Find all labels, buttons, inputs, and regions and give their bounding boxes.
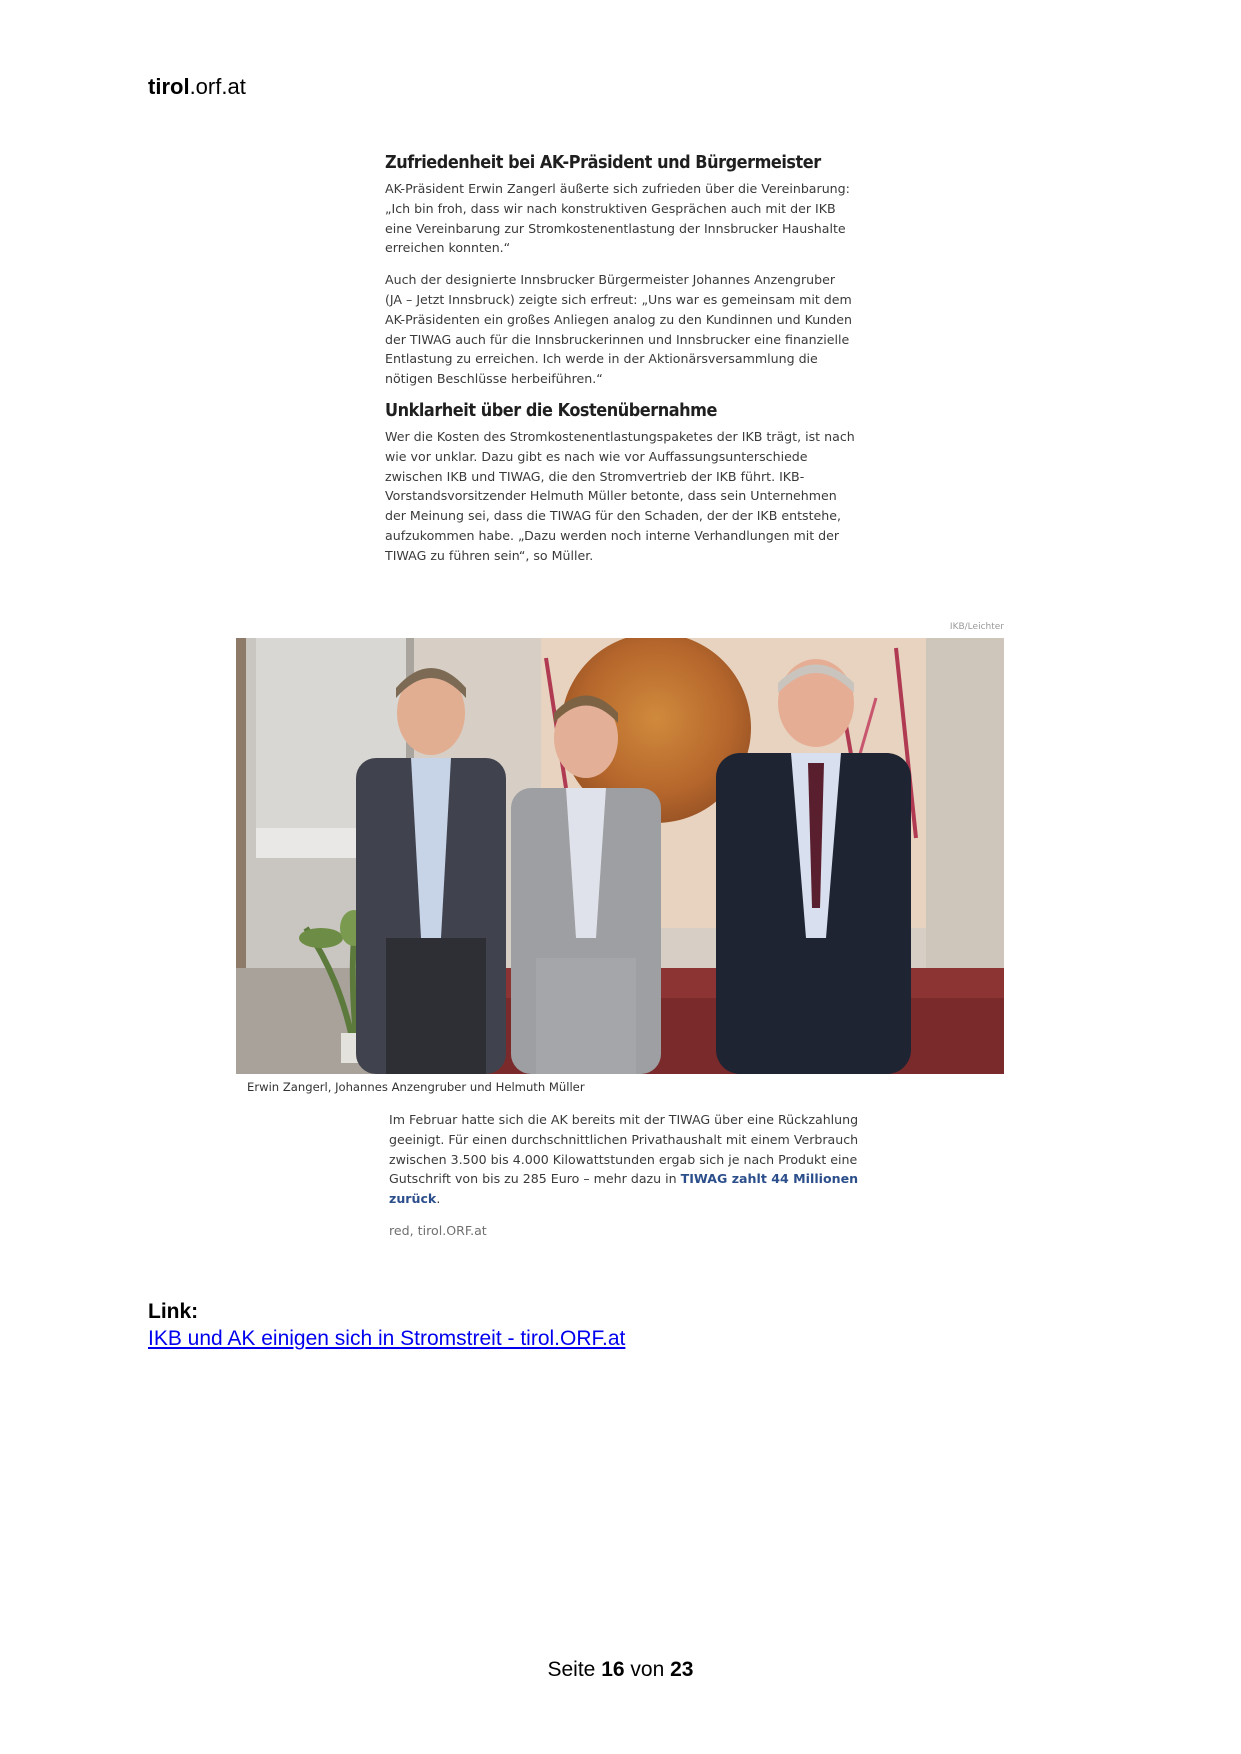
paragraph-february (389, 1110, 859, 1209)
photo-credit: IKB/Leichter (949, 622, 1004, 632)
page-footer (0, 1658, 1241, 1682)
site-header (148, 74, 246, 100)
footer-prefix: Seite (547, 1658, 596, 1681)
tiwag-link[interactable]: TIWAG zahlt 44 Millionen zurück (389, 1171, 859, 1207)
footer-total-pages: 23 (670, 1658, 694, 1681)
article-photo (236, 638, 1004, 1074)
source-link[interactable]: IKB und AK einigen sich in Stromstreit - tirol.ORF.at (148, 1327, 626, 1350)
article-source: red, tirol.ORF.at (389, 1222, 487, 1238)
site-name-bold: tirol (148, 74, 190, 99)
photo-illustration (236, 638, 1004, 1074)
paragraph-anzengruber: Auch der designierte Innsbrucker Bürgermeister Johannes Anzengruber (JA – Jetzt Innsbruck) zeigte sich erfreut: „Uns war es gemeinsam mit dem AK-Präsidenten ein großes Anliegen analog zu den Kundinnen und Kunden der TIWAG auch für die Innsbruckerinnen und Innsbrucker eine finanzielle Entlastung zu erreichen. Ich werde in der Aktionärsversammlung die nötigen Beschlüsse herbeiführen.“ (385, 272, 852, 387)
paragraph-zangerl: AK-Präsident Erwin Zangerl äußerte sich zufrieden über die Vereinbarung: „Ich bin froh, dass wir nach konstruktiven Gesprächen auch mit der IKB eine Vereinbarung zur Stromkostenentlastung der Innsbrucker Haushalte erreichen konnten.“ (385, 181, 850, 256)
article-section-2 (389, 1110, 859, 1238)
photo-caption: Erwin Zangerl, Johannes Anzengruber und Helmuth Müller (247, 1080, 585, 1094)
footer-page-number: 16 (601, 1658, 625, 1681)
paragraph-february-text: Im Februar hatte sich die AK bereits mit der TIWAG über eine Rückzahlung geeinigt. Für einen durchschnittlichen Privathaushalt mit einem Verbrauch zwischen 3.500 bis 4.000 Kilowattstunden ergab sich je nach Produkt eine Gutschrift von bis zu 285 Euro – mehr dazu in (389, 1112, 859, 1187)
paragraph-costs: Wer die Kosten des Stromkostenentlastungspaketes der IKB trägt, ist nach wie vor unklar. Dazu gibt es nach wie vor Auffassungsunterschiede zwischen IKB und TIWAG, die den Stromvertrieb der IKB führt. IKB-Vorstandsvorsitzender Helmuth Müller betonte, dass sein Unternehmen der Meinung sei, dass die TIWAG für den Schaden, der der IKB entstehe, aufzukommen habe. „Dazu werden noch interne Verhandlungen mit der TIWAG zu führen sein“, so Müller. (385, 428, 855, 563)
link-suffix: . (436, 1191, 441, 1207)
article-section (385, 153, 855, 578)
footer-middle: von (630, 1658, 665, 1681)
site-name-domain: .orf.at (189, 74, 246, 99)
section-heading-satisfaction: Zufriedenheit bei AK-Präsident und Bürgermeister (385, 153, 821, 173)
section-heading-costs: Unklarheit über die Kostenübernahme (385, 400, 717, 421)
link-label: Link: (148, 1300, 199, 1323)
